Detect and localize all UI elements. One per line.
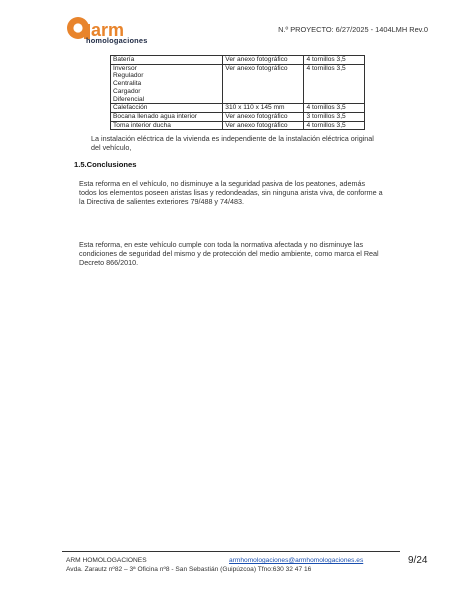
table-row <box>111 56 365 65</box>
paragraph-line: condiciones de seguridad del mismo y de protección del medio ambiente, como marca el Real <box>79 249 379 259</box>
component-cell <box>111 104 223 113</box>
component-name: Inversor <box>113 64 137 72</box>
paragraph-line: Esta reforma en el vehículo, no disminuye a la seguridad pasiva de los peatones, además <box>79 179 366 188</box>
component-cell <box>111 64 223 104</box>
dimensions-cell: Ver anexo fotográfico <box>223 64 304 104</box>
footer-divider <box>62 551 400 552</box>
company-logo <box>67 15 177 45</box>
fixing-cell: 4 tornillos 3,5 <box>304 104 365 113</box>
conclusion-paragraph-1 <box>79 179 383 207</box>
component-name: Cargador <box>113 87 141 95</box>
component-name: Batería <box>113 56 135 63</box>
paragraph-line: todos los elementos poseen aristas lisas y redondeadas, sin ninguna arista viva, de conforme a <box>79 188 383 198</box>
paragraph-line: Esta reforma, en este vehículo cumple con toda la normativa afectada y no disminuye las <box>79 240 364 249</box>
page-number: 9/24 <box>408 555 428 566</box>
paragraph-line: La instalación eléctrica de la vivienda es independiente de la instalación eléctrica original <box>91 134 374 143</box>
table-row <box>111 121 365 130</box>
table-row <box>111 104 365 113</box>
fixing-cell: 4 tornillos 3,5 <box>304 64 365 104</box>
dimensions-cell: Ver anexo fotográfico <box>223 112 304 121</box>
fixing-cell: 3 tornillos 3,5 <box>304 112 365 121</box>
fixing-cell: 4 tornillos 3,5 <box>304 121 365 130</box>
table-row <box>111 112 365 121</box>
component-name: Diferencial <box>113 95 145 103</box>
intro-paragraph <box>91 134 374 152</box>
logo-text: arm <box>91 20 125 40</box>
fixing-cell: 4 tornillos 3,5 <box>304 56 365 65</box>
dimensions-cell: Ver anexo fotográfico <box>223 56 304 65</box>
component-name: Regulador <box>113 72 144 80</box>
page-footer <box>66 557 364 574</box>
paragraph-line: del vehículo, <box>91 143 132 153</box>
footer-email-link[interactable]: armhomologaciones@armhomologaciones.es <box>229 557 364 564</box>
paragraph-line: Decreto 866/2010. <box>79 258 139 268</box>
project-number: N.º PROYECTO: 6/27/2025 - 1404LMH Rev.0 <box>278 25 428 34</box>
component-name: Bocana llenado agua interior <box>113 112 197 120</box>
component-cell <box>111 112 223 121</box>
table-row <box>111 64 365 104</box>
paragraph-line: la Directiva de salientes exteriores 79/488 y 74/483. <box>79 197 245 207</box>
conclusion-paragraph-2 <box>79 240 379 268</box>
dimensions-cell: Ver anexo fotográfico <box>223 121 304 130</box>
footer-company: ARM HOMOLOGACIONES <box>66 557 147 564</box>
component-cell <box>111 56 223 65</box>
section-title: 1.5.Conclusiones <box>74 160 137 169</box>
component-name: Toma interior ducha <box>113 121 171 129</box>
component-cell <box>111 121 223 130</box>
components-table <box>110 55 365 130</box>
logo-subtitle: homologaciones <box>86 36 148 45</box>
component-name: Calefacción <box>113 104 148 112</box>
dimensions-cell: 310 x 110 x 145 mm <box>223 104 304 113</box>
footer-address: Avda. Zarautz nº82 – 3ª Oficina nº8 - San Sebastián (Guipúzcoa) Tfno:630 32 47 16 <box>66 565 312 573</box>
component-name: Centralita <box>113 80 142 88</box>
